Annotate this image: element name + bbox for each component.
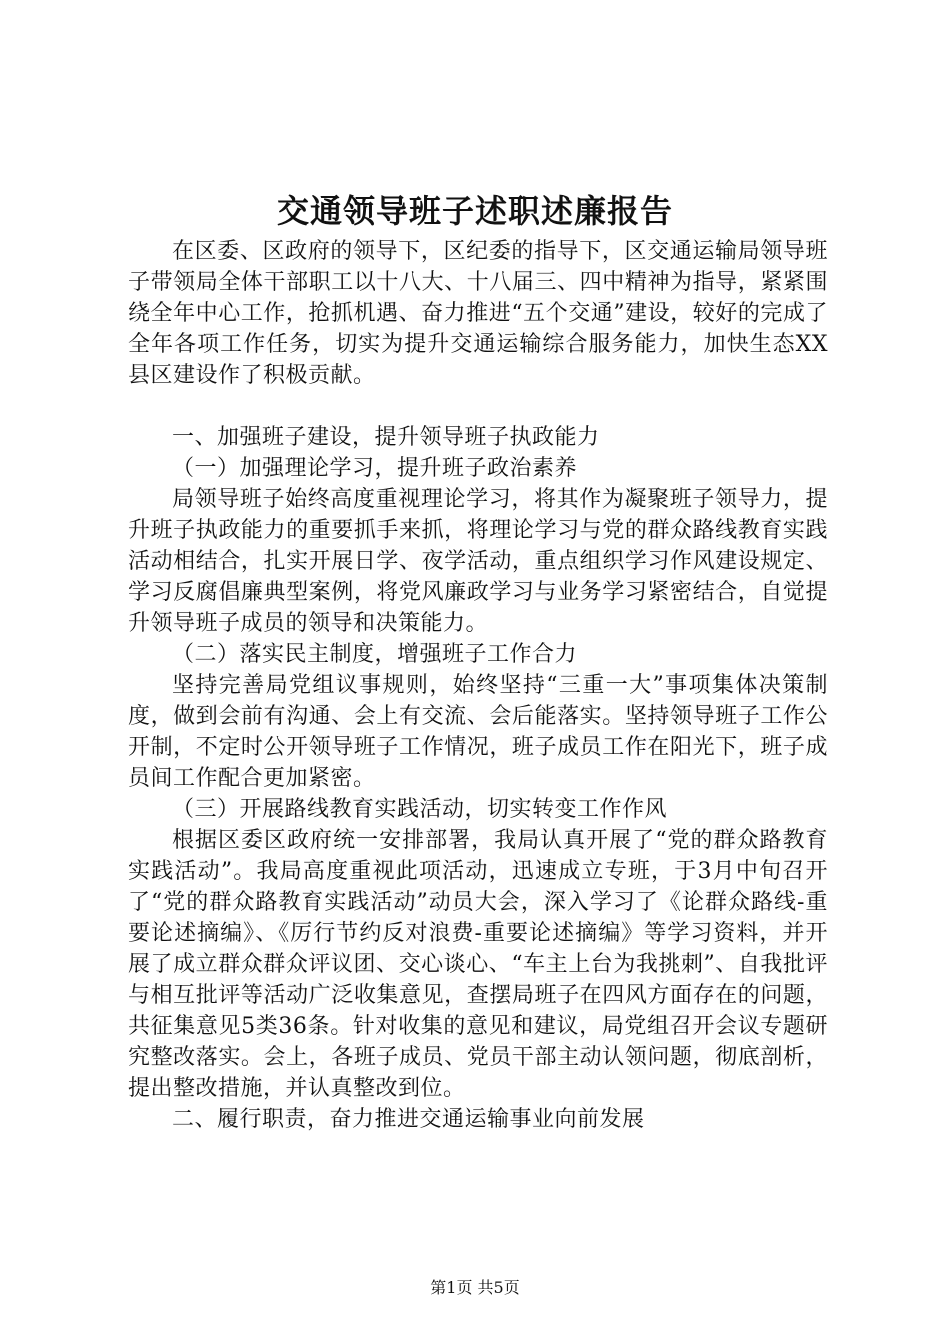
subsection-heading-1-3: （三）开展路线教育实践活动，切实转变工作作风 [172, 797, 668, 822]
section-heading-2: 二、履行职责，奋力推进交通运输事业向前发展 [172, 1107, 645, 1132]
document-title: 交通领导班子述职述廉报告 [276, 192, 673, 230]
page-indicator: 第1页 共5页 [430, 1278, 520, 1297]
paragraph-democratic-system: 坚持完善局党组议事规则，始终坚持“三重一大”事项集体决策制度，做到会前有沟通、会上有交流、会后能落实。坚持领导班子工作公开制，不定时公开领导班子工作情况，班子成员工作在阳光下，班子成员间工作配合更加紧密。 [128, 673, 828, 791]
subsection-heading-1-1: （一）加强理论学习，提升班子政治素养 [172, 456, 578, 481]
section-heading-1: 一、加强班子建设，提升领导班子执政能力 [172, 425, 600, 450]
subsection-heading-1-2: （二）落实民主制度，增强班子工作合力 [172, 642, 578, 667]
paragraph-practice-activity: 根据区委区政府统一安排部署，我局认真开展了“党的群众路教育实践活动”。我局高度重视此项活动，迅速成立专班，于3月中旬召开了“党的群众路教育实践活动”动员大会，深入学习了《论群众路线-重要论述摘编》、《厉行节约反对浪费-重要论述摘编》等学习资料，并开展了成立群众群众评议团、交心谈心、“车主上台为我挑刺”、自我批评与相互批评等活动广泛收集意见，查摆局班子在四风方面存在的问题，共征集意见5类36条。针对收集的意见和建议，局党组召开会议专题研究整改落实。会上，各班子成员、党员干部主动认领问题，彻底剖析，提出整改措施，并认真整改到位。 [128, 828, 828, 1101]
paragraph-theory-study: 局领导班子始终高度重视理论学习，将其作为凝聚班子领导力，提升班子执政能力的重要抓手来抓，将理论学习与党的群众路线教育实践活动相结合，扎实开展日学、夜学活动，重点组织学习作风建设规定、学习反腐倡廉典型案例，将党风廉政学习与业务学习紧密结合，自觉提升领导班子成员的领导和决策能力。 [128, 487, 828, 636]
paragraph-intro: 在区委、区政府的领导下，区纪委的指导下，区交通运输局领导班子带领局全体干部职工以十八大、十八届三、四中精神为指导，紧紧围绕全年中心工作，抢抓机遇、奋力推进“五个交通”建设，较好的完成了全年各项工作任务，切实为提升交通运输综合服务能力，加快生态XX县区建设作了积极贡献。 [128, 239, 828, 388]
document-body [128, 236, 828, 1135]
